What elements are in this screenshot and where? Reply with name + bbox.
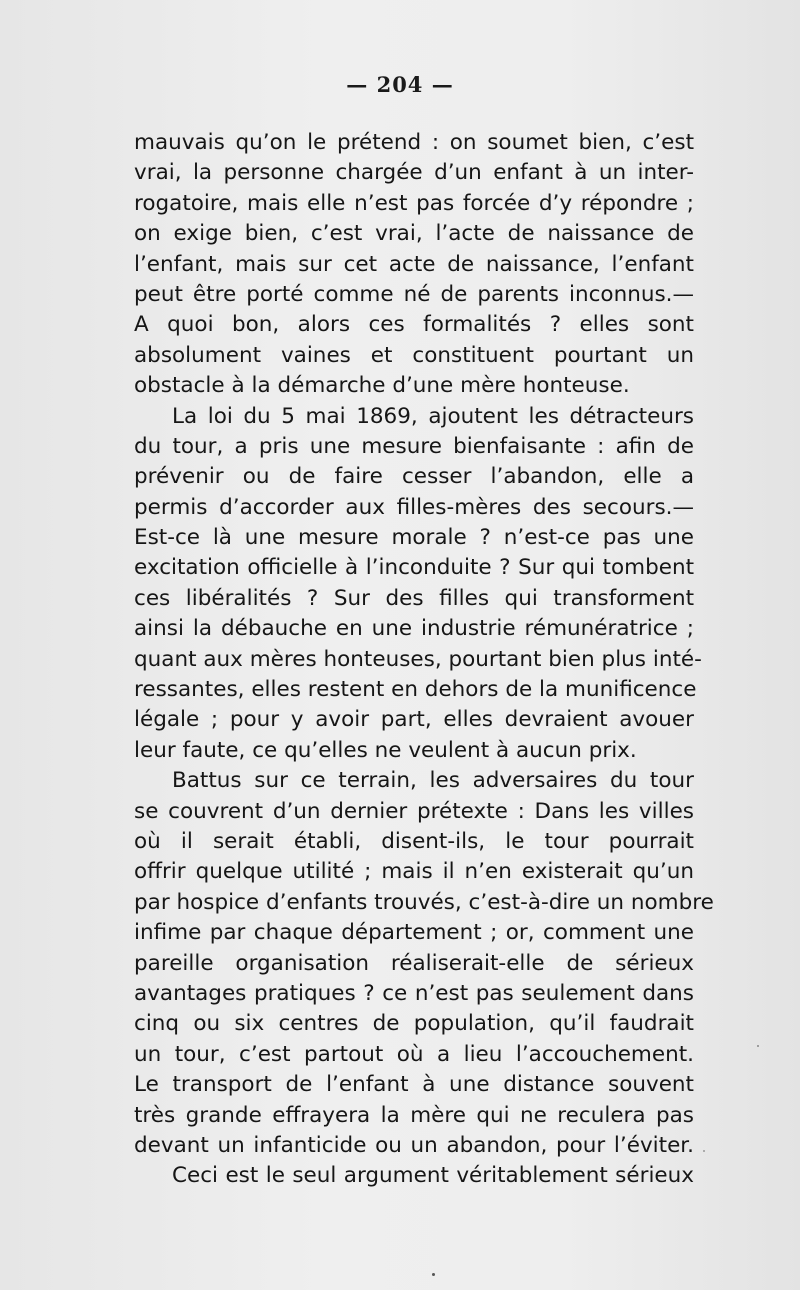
text-line: Ceci est le seul argument véritablement sérieux [172,1163,694,1189]
text-line: permis d’accorder aux filles-mères des secours.— [134,494,694,520]
paper-speck [432,1273,435,1276]
text-line: A quoi bon, alors ces formalités ? elles sont [134,312,694,338]
text-line: absolument vaines et constituent pourtant un [134,342,694,368]
text-line: Battus sur ce terrain, les adversaires du tour [172,768,694,794]
text-line: quant aux mères honteuses, pourtant bien plus inté- [134,646,702,672]
paper-speck [757,1045,759,1047]
text-line: prévenir ou de faire cesser l’abandon, elle a [134,464,694,490]
text-line: du tour, a pris une mesure bienfaisante : afin de [134,433,694,459]
text-line: ressantes, elles restent en dehors de la munificence [134,677,697,703]
text-line: l’enfant, mais sur cet acte de naissance, l’enfant [134,251,694,277]
text-line: ces libéralités ? Sur des filles qui transforment [134,585,694,611]
text-line: infime par chaque département ; or, comment une [134,920,694,946]
text-line: on exige bien, c’est vrai, l’acte de naissance de [134,221,694,247]
text-line: où il serait établi, disent-ils, le tour pourrait [134,828,694,854]
text-line: excitation officielle à l’inconduite ? Sur qui tombent [134,555,694,581]
text-line: mauvais qu’on le prétend : on soumet bien, c’est [134,130,694,155]
text-line: vrai, la personne chargée d’un enfant à un inter- [134,160,694,186]
text-line: légale ; pour y avoir part, elles devraient avouer [134,707,694,733]
text-line: devant un infanticide ou un abandon, pour l’éviter. [134,1132,694,1158]
text-line: ainsi la débauche en une industrie rémunératrice ; [134,616,694,642]
text-line: par hospice d’enfants trouvés, c’est-à-dire un nombre [134,889,714,915]
text-line: Est-ce là une mesure morale ? n’est-ce pas une [134,525,694,551]
text-line: Le transport de l’enfant à une distance souvent [134,1072,694,1098]
page-number: — 204 — [346,72,454,97]
text-line: très grande effrayera la mère qui ne reculera pas [134,1102,694,1128]
paper-speck [703,1150,705,1152]
text-line: avantages pratiques ? ce n’est pas seulement dans [134,980,694,1006]
text-line: se couvrent d’un dernier prétexte : Dans les villes [134,798,694,824]
text-line: rogatoire, mais elle n’est pas forcée d’y répondre ; [134,190,694,216]
text-line: peut être porté comme né de parents inconnus.— [134,281,694,307]
text-line: leur faute, ce qu’elles ne veulent à aucun prix. [134,737,637,763]
body-text [134,128,714,1192]
text-line: offrir quelque utilité ; mais il n’en existerait qu’un [134,859,694,885]
text-line: cinq ou six centres de population, qu’il faudrait [134,1011,694,1037]
text-line: pareille organisation réaliserait-elle de sérieux [134,950,694,976]
text-line: La loi du 5 mai 1869, ajoutent les détracteurs [172,403,694,429]
text-line: obstacle à la démarche d’une mère honteuse. [134,373,630,399]
text-line: un tour, c’est partout où a lieu l’accouchement. [134,1041,694,1067]
